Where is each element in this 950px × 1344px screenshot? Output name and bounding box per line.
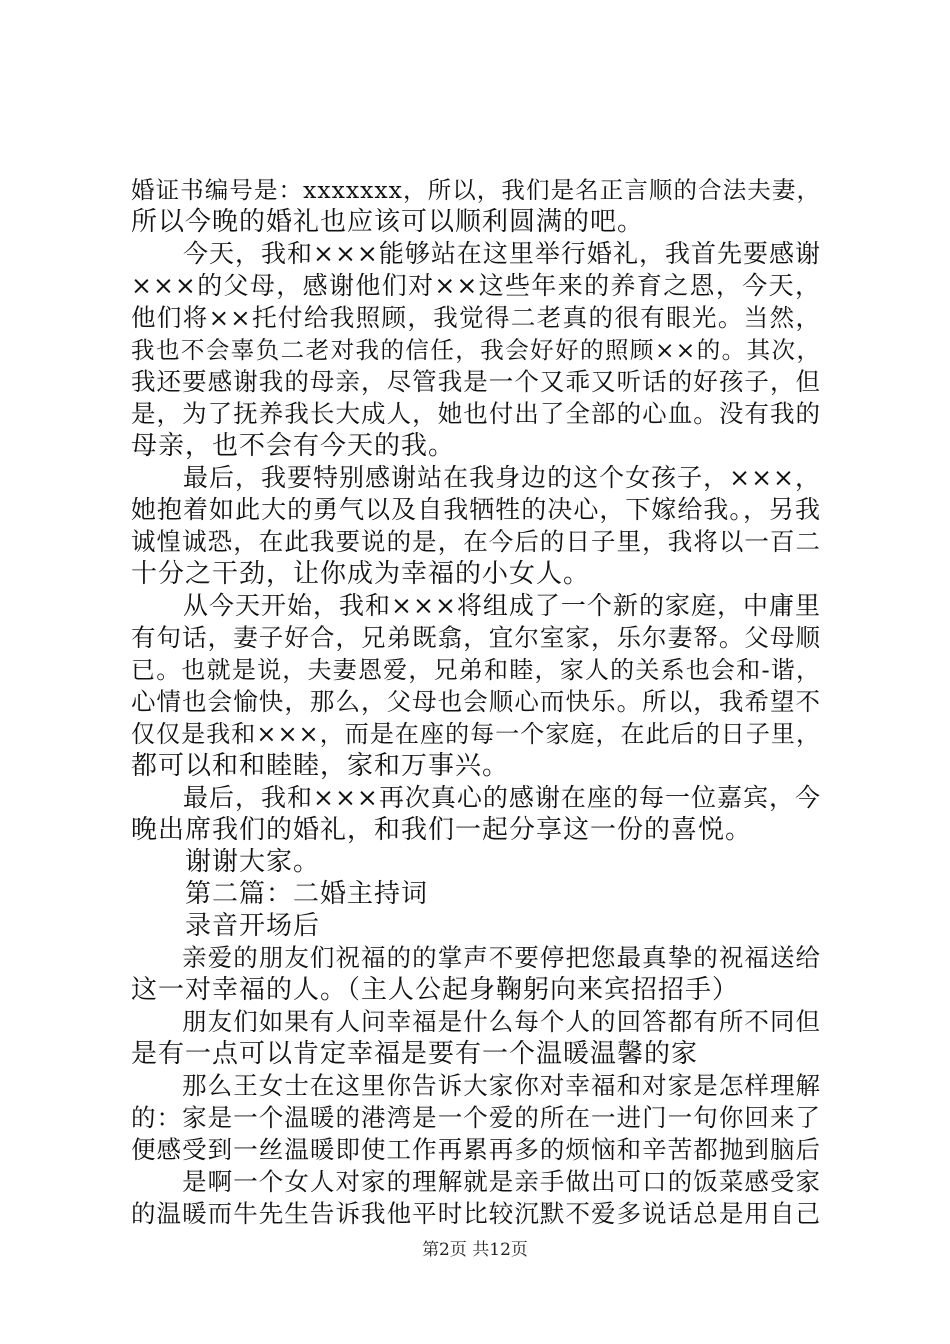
body-line: 十分之干劲，让你成为幸福的小女人。 (131, 559, 591, 589)
body-line: 我还要感谢我的母亲，尽管我是一个又乖又听话的好孩子，但 (131, 367, 821, 396)
body-line: 的温暖而牛先生告诉我他平时比较沉默不爱多说话总是用自己 (131, 1199, 821, 1228)
body-line: 他们将××托付给我照顾，我觉得二老真的很有眼光。当然， (131, 303, 821, 332)
body-line: 仅仅是我和×××，而是在座的每一个家庭，在此后的日子里， (131, 720, 821, 748)
body-line: 是有一点可以肯定幸福是要有一个温暖温馨的家 (131, 1039, 699, 1069)
body-line: 便感受到一丝温暖即使工作再累再多的烦恼和辛苦都抛到脑后 (131, 1135, 821, 1164)
body-line: 心情也会愉快，那么，父母也会顺心而快乐。所以，我希望不 (131, 687, 821, 716)
body-line: 谢谢大家。 (131, 847, 321, 877)
page-number-footer: 第2页 共12页 (422, 1240, 528, 1260)
body-line: ×××的父母，感谢他们对××这些年来的养育之恩，今天， (131, 271, 821, 300)
body-line: 是，为了抚养我长大成人，她也付出了全部的心血。没有我的 (131, 399, 821, 428)
body-line: 晚出席我们的婚礼，和我们一起分享这一份的喜悦。 (131, 815, 753, 845)
body-line: 从今天开始，我和×××将组成了一个新的家庭，中庸里 (131, 591, 821, 620)
body-line: 都可以和和睦睦，家和万事兴。 (131, 751, 510, 781)
body-line: 最后，我要特别感谢站在我身边的这个女孩子，×××， (131, 463, 821, 492)
body-line: 我也不会辜负二老对我的信任，我会好好的照顾××的。其次， (131, 336, 821, 364)
body-line: 已。也就是说，夫妻恩爱，兄弟和睦，家人的关系也会和-谐， (131, 656, 821, 684)
body-line: 所以今晚的婚礼也应该可以顺利圆满的吧。 (131, 207, 645, 237)
section-heading: 第二篇：二婚主持词 (131, 879, 429, 909)
body-line: 有句话，妻子好合，兄弟既翕，宜尔室家，乐尔妻帑。父母顺 (131, 623, 821, 652)
body-line: 这一对幸福的人。（主人公起身鞠躬向来宾招招手） (131, 975, 740, 1005)
body-line: 朋友们如果有人问幸福是什么每个人的回答都有所不同但 (131, 1007, 821, 1036)
body-line: 那么王女士在这里你告诉大家你对幸福和对家是怎样理解 (131, 1071, 821, 1100)
body-line: 录音开场后 (131, 911, 321, 941)
body-line: 的：家是一个温暖的港湾是一个爱的所在一进门一句你回来了 (131, 1103, 821, 1132)
body-line: 母亲，也不会有今天的我。 (131, 431, 456, 461)
body-line: 亲爱的朋友们祝福的的掌声不要停把您最真挚的祝福送给 (131, 943, 821, 972)
body-line: 婚证书编号是：xxxxxxx，所以，我们是名正言顺的合法夫妻， (131, 176, 821, 204)
body-line: 她抱着如此大的勇气以及自我牺牲的决心，下嫁给我。，另我 (131, 495, 821, 524)
body-line: 最后，我和×××再次真心的感谢在座的每一位嘉宾，今 (131, 783, 821, 812)
body-line: 诚惶诚恐，在此我要说的是，在今后的日子里，我将以一百二 (131, 527, 821, 556)
body-line: 是啊一个女人对家的理解就是亲手做出可口的饭菜感受家 (131, 1167, 821, 1196)
body-line: 今天，我和×××能够站在这里举行婚礼，我首先要感谢 (131, 239, 821, 268)
